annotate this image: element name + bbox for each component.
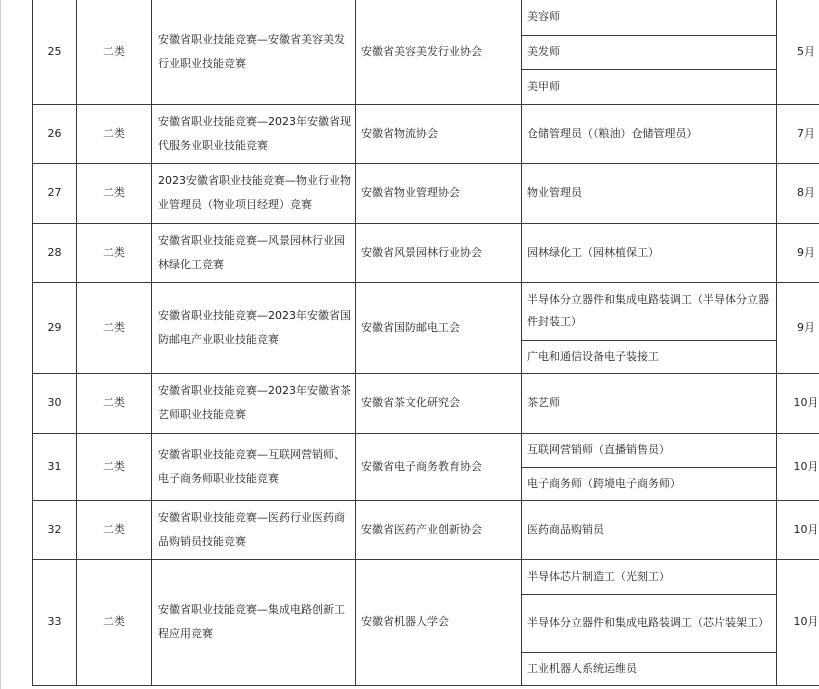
row-number: 26 (33, 104, 77, 163)
month: 10月 (777, 559, 819, 685)
occupation: 电子商务师（跨境电子商务师） (522, 467, 777, 500)
organizer: 安徽省医药产业创新协会 (356, 500, 522, 559)
competition-name: 安徽省职业技能竞赛—2023年安徽省现代服务业职业技能竞赛 (152, 104, 356, 163)
table-row (33, 559, 819, 594)
table-row (33, 373, 819, 433)
month: 10月 (777, 500, 819, 559)
occupation: 美发师 (522, 35, 777, 69)
month: 10月 (777, 373, 819, 433)
row-number: 31 (33, 433, 77, 500)
row-number: 27 (33, 163, 77, 223)
month: 8月 (777, 163, 819, 223)
row-number: 29 (33, 282, 77, 373)
row-category: 二类 (77, 373, 152, 433)
occupation: 物业管理员 (522, 163, 777, 223)
occupation: 美甲师 (522, 69, 777, 104)
row-number: 25 (33, 0, 77, 104)
organizer: 安徽省茶文化研究会 (356, 373, 522, 433)
competition-table (32, 0, 819, 686)
occupation: 半导体分立器件和集成电路装调工（半导体分立器件封装工） (522, 282, 777, 340)
competition-name: 安徽省职业技能竞赛—医药行业医药商品购销员技能竞赛 (152, 500, 356, 559)
row-category: 二类 (77, 282, 152, 373)
occupation: 园林绿化工（园林植保工） (522, 223, 777, 282)
row-number: 28 (33, 223, 77, 282)
month: 7月 (777, 104, 819, 163)
month: 5月 (777, 0, 819, 104)
occupation: 美容师 (522, 0, 777, 35)
organizer: 安徽省国防邮电工会 (356, 282, 522, 373)
occupation: 互联网营销师（直播销售员） (522, 433, 777, 467)
row-category: 二类 (77, 163, 152, 223)
occupation: 医药商品购销员 (522, 500, 777, 559)
row-number: 33 (33, 559, 77, 685)
row-category: 二类 (77, 104, 152, 163)
table-row (33, 104, 819, 163)
table-row (33, 0, 819, 35)
competition-name: 安徽省职业技能竞赛—风景园林行业园林绿化工竞赛 (152, 223, 356, 282)
row-category: 二类 (77, 559, 152, 685)
organizer: 安徽省风景园林行业协会 (356, 223, 522, 282)
row-number: 30 (33, 373, 77, 433)
competition-name: 安徽省职业技能竞赛—集成电路创新工程应用竞赛 (152, 559, 356, 685)
competition-name: 2023安徽省职业技能竞赛—物业行业物业管理员（物业项目经理）竞赛 (152, 163, 356, 223)
month: 9月 (777, 223, 819, 282)
table-row (33, 163, 819, 223)
month: 9月 (777, 282, 819, 373)
row-category: 二类 (77, 223, 152, 282)
row-category: 二类 (77, 433, 152, 500)
organizer: 安徽省物业管理协会 (356, 163, 522, 223)
occupation: 半导体分立器件和集成电路装调工（芯片装架工） (522, 594, 777, 652)
competition-name: 安徽省职业技能竞赛—互联网营销师、电子商务师职业技能竞赛 (152, 433, 356, 500)
occupation: 广电和通信设备电子装接工 (522, 340, 777, 373)
occupation: 半导体芯片制造工（光刻工） (522, 559, 777, 594)
organizer: 安徽省机器人学会 (356, 559, 522, 685)
occupation: 茶艺师 (522, 373, 777, 433)
row-category: 二类 (77, 500, 152, 559)
table-row (33, 433, 819, 467)
organizer: 安徽省电子商务教育协会 (356, 433, 522, 500)
table-row (33, 500, 819, 559)
row-category: 二类 (77, 0, 152, 104)
competition-name: 安徽省职业技能竞赛—2023年安徽省茶艺师职业技能竞赛 (152, 373, 356, 433)
organizer: 安徽省物流协会 (356, 104, 522, 163)
competition-name: 安徽省职业技能竞赛—2023年安徽省国防邮电产业职业技能竞赛 (152, 282, 356, 373)
table-row (33, 223, 819, 282)
occupation: 工业机器人系统运维员 (522, 652, 777, 685)
organizer: 安徽省美容美发行业协会 (356, 0, 522, 104)
occupation: 仓储管理员（（粮油）仓储管理员） (522, 104, 777, 163)
month: 10月 (777, 433, 819, 500)
row-number: 32 (33, 500, 77, 559)
page-left-border (0, 0, 1, 689)
table-row (33, 282, 819, 340)
competition-name: 安徽省职业技能竞赛—安徽省美容美发行业职业技能竞赛 (152, 0, 356, 104)
